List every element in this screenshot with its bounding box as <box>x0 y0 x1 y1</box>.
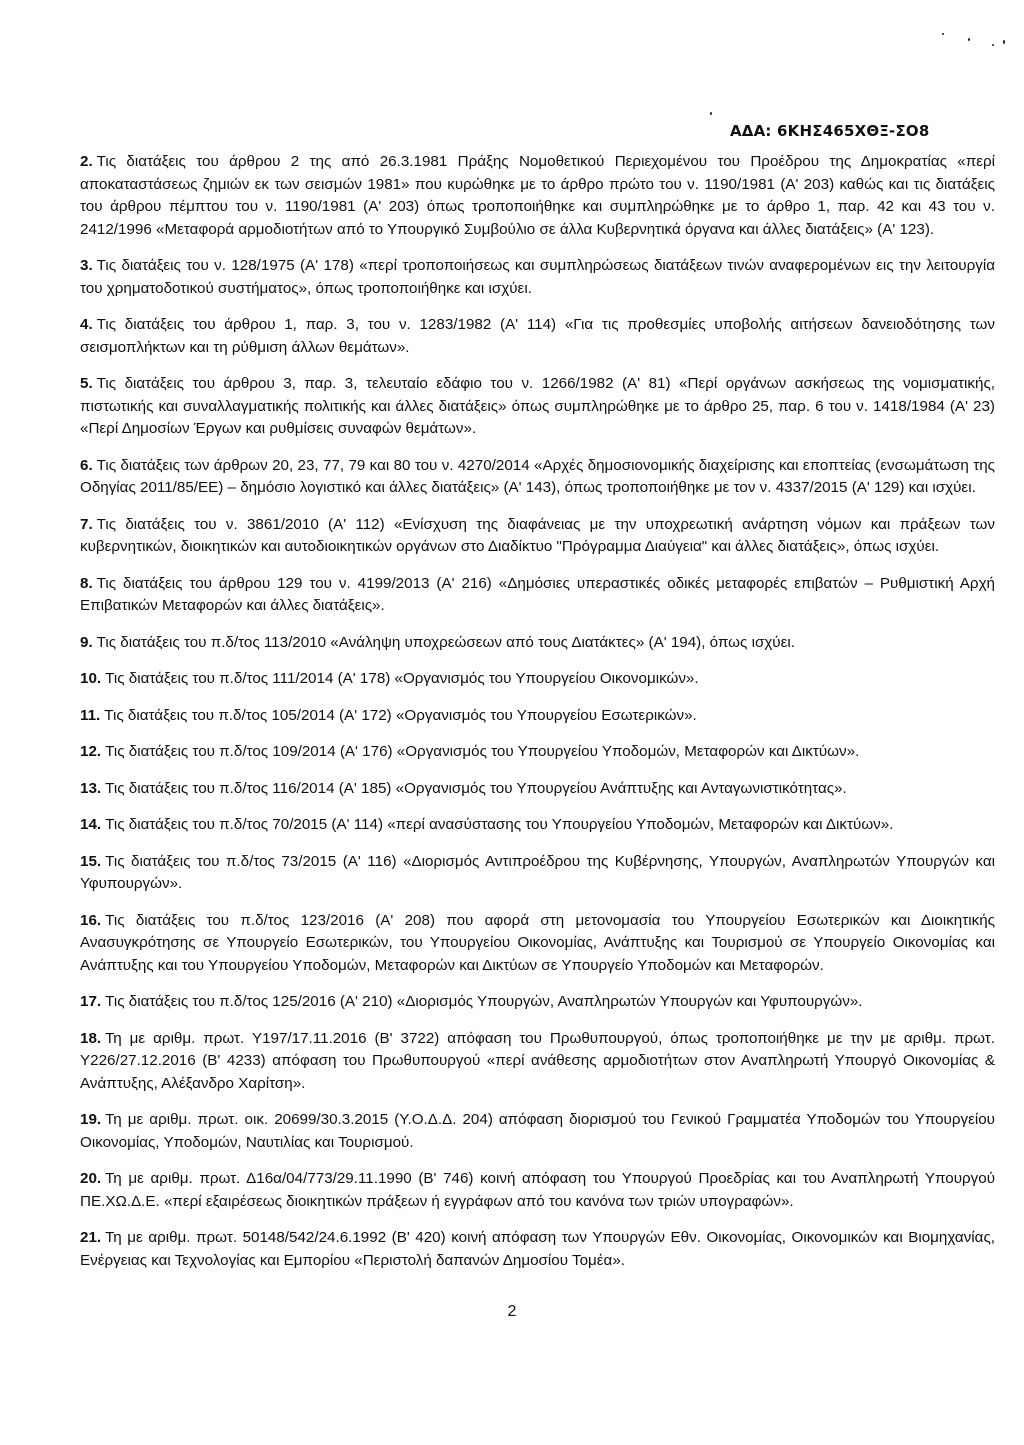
paragraph-6: 6. Τις διατάξεις των άρθρων 20, 23, 77, 79 και 80 του ν. 4270/2014 «Αρχές δημοσιονομικής διαχείρισης και εποπτείας (ενσωμάτωση της Οδηγίας 2011/85/ΕΕ) – δημόσιο λογιστικό και άλλες διατάξεις» (Α' 143), όπως τροποποιήθηκε με τον ν. 4337/2015 (Α' 129) και ισχύει. <box>80 456 995 496</box>
page-number: 2 <box>507 1303 517 1320</box>
paragraph-15: 15. Τις διατάξεις του π.δ/τος 73/2015 (Α' 116) «Διορισμός Αντιπροέδρου της Κυβέρνησης, Υπουργών, Αναπληρωτών Υπουργών και Υφυπουργών». <box>80 852 995 892</box>
ada-code: ΑΔΑ: 6ΚΗΣ465ΧΘΞ-ΣΟ8 <box>730 122 930 140</box>
paragraph-19: 19. Τη με αριθμ. πρωτ. οικ. 20699/30.3.2015 (Υ.Ο.Δ.Δ. 204) απόφαση διορισμού του Γενικού Γραμματέα Υποδομών του Υπουργείου Οικονομίας, Υποδομών, Ναυτιλίας και Τουρισμού. <box>80 1111 995 1151</box>
scan-speck <box>710 112 712 115</box>
paragraph-2: 2. Τις διατάξεις του άρθρου 2 της από 26.3.1981 Πράξης Νομοθετικού Περιεχομένου του Προέδρου της Δημοκρατίας «περί αποκαταστάσεως ζημιών εκ των σεισμών 1981» που κυρώθηκε με το άρθρο πρώτο του ν. 1190/1981 (Α' 203) καθώς και τις διατάξεις του άρθρου πέμπτου του ν. 1190/1981 (Α' 203) όπως τροποποιήθηκε και συμπληρώθηκε με το άρθρο 1, παρ. 42 και 43 του ν. 2412/1996 «Μεταφορά αρμοδιοτήτων από το Υπουργικό Συμβούλιο σε άλλα Κυβερνητικά όργανα και άλλες διατάξεις» (Α' 123). <box>80 153 995 238</box>
paragraph-10: 10. Τις διατάξεις του π.δ/τος 111/2014 (Α' 178) «Οργανισμός του Υπουργείου Οικονομικών». <box>80 670 699 687</box>
paragraph-17: 17. Τις διατάξεις του π.δ/τος 125/2016 (Α' 210) «Διορισμός Υπουργών, Αναπληρωτών Υπουργών και Υφυπουργών». <box>80 993 863 1010</box>
document-body <box>80 151 995 1286</box>
paragraph-3: 3. Τις διατάξεις του ν. 128/1975 (Α' 178) «περί τροποποιήσεως και συμπληρώσεως διατάξεων τινών αναφερομένων εις την λειτουργία του χρηματοδοτικού συστήματος», όπως τροποποιήθηκε και ισχύει. <box>80 257 995 297</box>
paragraph-16: 16. Τις διατάξεις του π.δ/τος 123/2016 (Α' 208) που αφορά στη μετονομασία του Υπουργείου Εσωτερικών και Διοικητικής Ανασυγκρότησης σε Υπουργείο Εσωτερικών, του Υπουργείου Οικονομίας, Ανάπτυξης και Τουρισμού σε Υπουργείο Οικονομίας και Ανάπτυξης και του Υπουργείου Υποδομών, Μεταφορών και Δικτύων σε Υπουργείο Υποδομών και Μεταφορών. <box>80 911 995 974</box>
paragraph-9: 9. Τις διατάξεις του π.δ/τος 113/2010 «Ανάληψη υποχρεώσεων από τους Διατάκτες» (Α' 194), όπως ισχύει. <box>80 633 795 651</box>
paragraph-7: 7. Τις διατάξεις του ν. 3861/2010 (Α' 112) «Ενίσχυση της διαφάνειας με την υποχρεωτική ανάρτηση νόμων και πράξεων των κυβερνητικών, διοικητικών και αυτοδιοικητικών οργάνων στο Διαδίκτυο "Πρόγραμμα Διαύγεια" και άλλες διατάξεις», όπως ισχύει. <box>80 515 995 555</box>
scan-speck <box>992 44 994 46</box>
paragraph-12: 12. Τις διατάξεις του π.δ/τος 109/2014 (Α' 176) «Οργανισμός του Υπουργείου Υποδομών, Μεταφορών και Δικτύων». <box>80 743 860 760</box>
paragraph-18: 18. Τη με αριθμ. πρωτ. Υ197/17.11.2016 (Β' 3722) απόφαση του Πρωθυπουργού, όπως τροποποιήθηκε με την με αριθμ. πρωτ. Υ226/27.12.2016 (Β' 4233) απόφαση του Πρωθυπουργού «περί ανάθεσης αρμοδιοτήτων στον Αναπληρωτή Υπουργό Οικονομίας & Ανάπτυξης, Αλέξανδρο Χαρίτση». <box>80 1029 995 1092</box>
paragraph-20: 20. Τη με αριθμ. πρωτ. Δ16α/04/773/29.11.1990 (Β' 746) κοινή απόφαση του Υπουργού Προεδρίας και του Αναπληρωτή Υπουργού ΠΕ.ΧΩ.Δ.Ε. «περί εξαιρέσεως διοικητικών πράξεων ή εγγράφων από του κανόνα των τριών υπογραφών». <box>80 1170 995 1210</box>
paragraph-21: 21. Τη με αριθμ. πρωτ. 50148/542/24.6.1992 (Β' 420) κοινή απόφαση των Υπουργών Εθν. Οικονομίας, Οικονομικών και Βιομηχανίας, Ενέργειας και Τεχνολογίας και Εμπορίου «Περιστολή δαπανών Δημοσίου Τομέα». <box>80 1229 995 1269</box>
paragraph-14: 14. Τις διατάξεις του π.δ/τος 70/2015 (Α' 114) «περί ανασύστασης του Υπουργείου Υποδομών, Μεταφορών και Δικτύων». <box>80 816 894 833</box>
paragraph-11: 11. Τις διατάξεις του π.δ/τος 105/2014 (Α' 172) «Οργανισμός του Υπουργείου Εσωτερικών». <box>80 706 697 724</box>
scan-speck <box>968 38 970 41</box>
paragraph-5: 5. Τις διατάξεις του άρθρου 3, παρ. 3, τελευταίο εδάφιο του ν. 1266/1982 (Α' 81) «Περί οργάνων ασκήσεως της νομισματικής, πιστωτικής και συναλλαγματικής πολιτικής και άλλες διατάξεις» όπως συμπληρώθηκε με το άρθρο 25, παρ. 6 του ν. 1418/1984 (Α' 23) «Περί Δημοσίων Έργων και ρυθμίσεις συναφών θεμάτων». <box>80 375 995 437</box>
scan-speck <box>1003 40 1005 44</box>
scan-speck <box>942 33 944 35</box>
paragraph-13: 13. Τις διατάξεις του π.δ/τος 116/2014 (Α' 185) «Οργανισμός του Υπουργείου Ανάπτυξης και Ανταγωνιστικότητας». <box>80 779 847 797</box>
paragraph-4: 4. Τις διατάξεις του άρθρου 1, παρ. 3, του ν. 1283/1982 (Α' 114) «Για τις προθεσμίες υποβολής αιτήσεων δανειοδότησης των σεισμοπλήκτων και τη ρύθμιση άλλων θεμάτων». <box>80 316 995 356</box>
paragraph-8: 8. Τις διατάξεις του άρθρου 129 του ν. 4199/2013 (Α' 216) «Δημόσιες υπεραστικές οδικές μεταφορές επιβατών – Ρυθμιστική Αρχή Επιβατικών Μεταφορών και άλλες διατάξεις». <box>80 574 995 614</box>
